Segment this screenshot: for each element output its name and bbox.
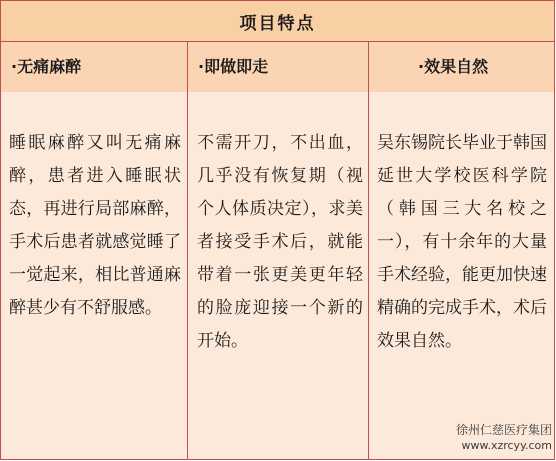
column-heading-painless-anesthesia: ·无痛麻醉	[11, 57, 82, 76]
watermark-company: 徐州仁慈医疗集团	[455, 423, 552, 437]
column-heading-walk-in-walk-out: ·即做即走	[198, 57, 269, 76]
column-body-painless-anesthesia: 睡眠麻醉又叫无痛麻醉，患者进入睡眠状态，再进行局部麻醉，手术后患者就感觉睡了一觉起来，相比普通麻醉甚少有不舒服感。	[9, 133, 181, 318]
watermark-url: www.xzrcyy.com	[461, 439, 552, 452]
column-body-walk-in-walk-out: 不需开刀，不出血，几乎没有恢复期（视个人体质决定），求美者接受手术后，就能带着一张更美更年轻的脸庞迎接一个新的开始。	[197, 133, 363, 351]
column-heading-natural-results: ·效果自然	[418, 57, 489, 76]
column-divider	[368, 42, 369, 459]
column-body-natural-results: 吴东锡院长毕业于韩国延世大学校医科学院（韩国三大名校之一），有十余年的大量手术经验，能更加快速精确的完成手术，术后效果自然。	[377, 133, 547, 351]
column-divider	[187, 42, 188, 459]
watermark	[442, 421, 552, 457]
table-title: 项目特点	[1, 1, 554, 42]
